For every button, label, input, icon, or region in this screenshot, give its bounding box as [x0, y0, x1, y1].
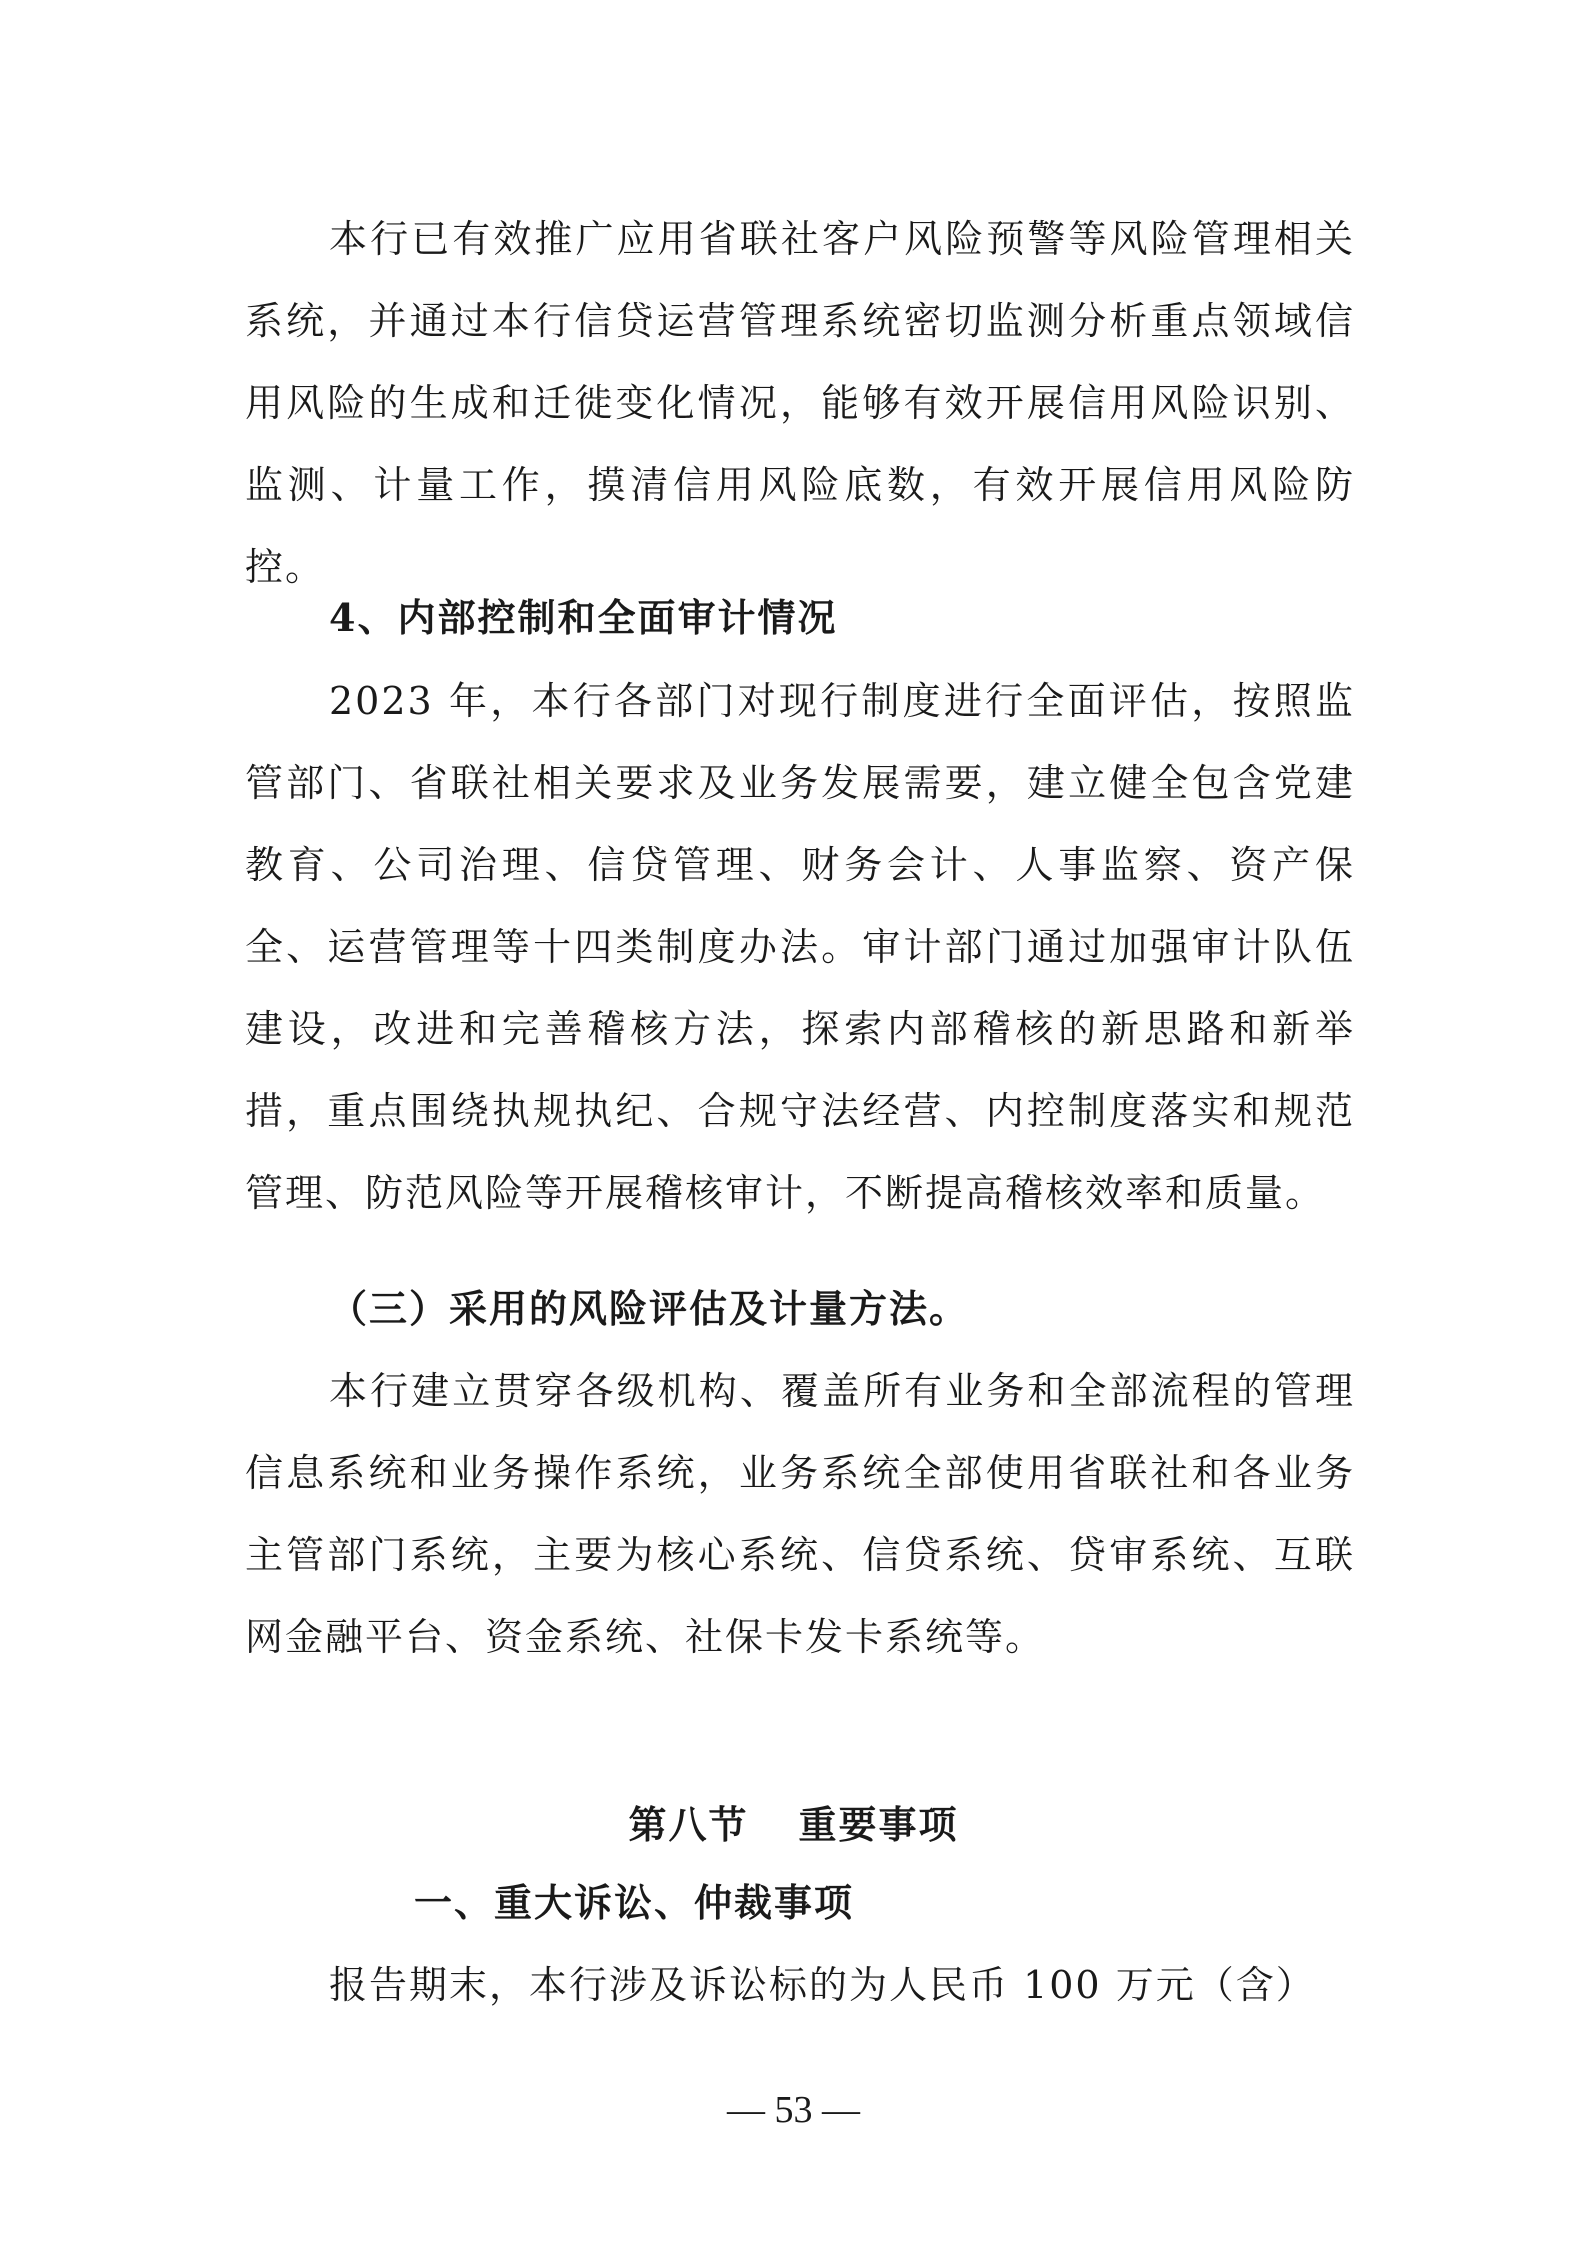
page-number: — 53 — — [727, 2089, 860, 2131]
paragraph-information-systems: 本行建立贯穿各级机构、覆盖所有业务和全部流程的管理信息系统和业务操作系统，业务系统全部使用省联社和各业务主管部门系统，主要为核心系统、信贷系统、贷审系统、互联网金融平台、资金系统、社保卡发卡系统等。 — [245, 1369, 1355, 1659]
heading-internal-control-audit: 4、内部控制和全面审计情况 — [329, 595, 838, 640]
paragraph-litigation-amount: 报告期末，本行涉及诉讼标的为人民币 100 万元（含） — [329, 1963, 1316, 2007]
section-name: 重要事项 — [798, 1802, 959, 1847]
section-title — [0, 1784, 1587, 1866]
paragraph-credit-risk-systems: 本行已有效推广应用省联社客户风险预警等风险管理相关系统，并通过本行信贷运营管理系统密切监测分析重点领域信用风险的生成和迁徙变化情况，能够有效开展信用风险识别、监测、计量工作，摸清信用风险底数，有效开展信用风险防控。 — [245, 217, 1355, 589]
heading-major-litigation: 一、重大诉讼、仲裁事项 — [414, 1880, 855, 1925]
section-number: 第八节 — [628, 1802, 749, 1847]
paragraph-internal-control-2023: 2023 年，本行各部门对现行制度进行全面评估，按照监管部门、省联社相关要求及业务发展需要，建立健全包含党建教育、公司治理、信贷管理、财务会计、人事监察、资产保全、运营管理等十四类制度办法。审计部门通过加强审计队伍建设，改进和完善稽核方法，探索内部稽核的新思路和新举措，重点围绕执规执纪、合规守法经营、内控制度落实和规范管理、防范风险等开展稽核审计，不断提高稽核效率和质量。 — [245, 679, 1355, 1215]
heading-risk-assessment-methods: （三）采用的风险评估及计量方法。 — [329, 1286, 970, 1331]
